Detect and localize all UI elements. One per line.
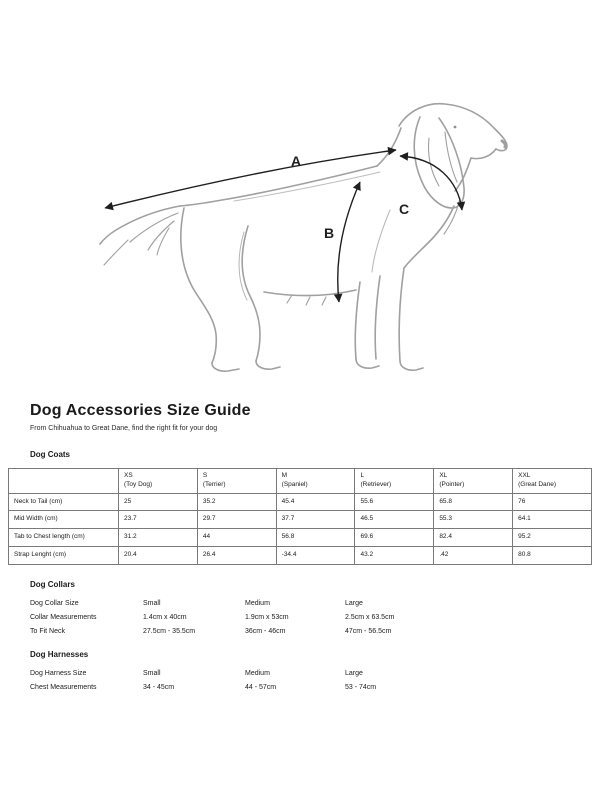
cell-value: Small [143, 669, 161, 677]
cell-value: 44 - 57cm [245, 683, 277, 691]
size-breed: (Great Dane) [518, 480, 557, 488]
cell-value: 55.3 [434, 511, 513, 529]
coats-size-table [8, 468, 592, 565]
cell-value: Medium [245, 669, 270, 677]
cell-value: Large [345, 669, 363, 677]
row-label: Dog Collar Size [30, 599, 79, 607]
cell-value: 25 [119, 493, 198, 511]
cell-value: 53 - 74cm [345, 683, 377, 691]
dog-measurement-diagram [8, 0, 592, 390]
row-label: Strap Lenght (cm) [9, 546, 119, 564]
row-label: To Fit Neck [30, 627, 66, 635]
cell-value: 34 - 45cm [143, 683, 175, 691]
cell-value: 35.2 [197, 493, 276, 511]
cell-value: Small [143, 599, 161, 607]
cell-value: 45.4 [276, 493, 355, 511]
cell-value: Large [345, 599, 363, 607]
harnesses-section-heading: Dog Harnesses [30, 649, 89, 659]
cell-value: 20.4 [119, 546, 198, 564]
cell-value: 2.5cm x 63.5cm [345, 613, 395, 621]
coats-header-row [9, 469, 592, 494]
cell-value: 95.2 [513, 529, 592, 547]
measurement-label-b: B [324, 225, 335, 241]
size-breed: (Pointer) [439, 480, 465, 488]
cell-value: 37.7 [276, 511, 355, 529]
cell-value: 29.7 [197, 511, 276, 529]
row-label: Mid Width (cm) [9, 511, 119, 529]
cell-value: 46.5 [355, 511, 434, 529]
row-label: Tab to Chest length (cm) [9, 529, 119, 547]
cell-value: 82.4 [434, 529, 513, 547]
coats-header-l [355, 469, 434, 494]
size-code: XS [124, 472, 133, 479]
coats-header-xxl [513, 469, 592, 494]
cell-value: 65.8 [434, 493, 513, 511]
size-breed: (Terrier) [202, 480, 226, 488]
row-label: Chest Measurements [30, 683, 97, 691]
table-row [30, 600, 592, 607]
page-subtitle: From Chihuahua to Great Dane, find the right fit for your dog [30, 425, 218, 432]
cell-value: 47cm - 56.5cm [345, 627, 392, 635]
cell-value: 36cm - 46cm [245, 627, 286, 635]
size-code: S [202, 472, 208, 479]
cell-value: .42 [434, 546, 513, 564]
cell-value: 64.1 [513, 511, 592, 529]
harnesses-table [30, 670, 592, 691]
cell-value: 76 [513, 493, 592, 511]
table-row [9, 546, 592, 564]
dog-line-art-illustration [8, 0, 592, 390]
table-row [30, 670, 592, 677]
collars-section-heading: Dog Collars [30, 579, 75, 589]
cell-value: 1.9cm x 53cm [245, 613, 289, 621]
coats-header-xl [434, 469, 513, 494]
page-title: Dog Accessories Size Guide [30, 402, 251, 419]
cell-value: 56.8 [276, 529, 355, 547]
cell-value: 26.4 [197, 546, 276, 564]
table-row [9, 529, 592, 547]
cell-value: 1.4cm x 40cm [143, 613, 187, 621]
cell-value: 80.8 [513, 546, 592, 564]
size-code: L [360, 472, 365, 479]
row-label: Dog Harness Size [30, 669, 87, 677]
row-label: Neck to Tail (cm) [9, 493, 119, 511]
cell-value: Medium [245, 599, 270, 607]
dog-sketch [100, 104, 507, 371]
cell-value: 23.7 [119, 511, 198, 529]
coats-section-heading: Dog Coats [30, 450, 70, 459]
table-row [9, 511, 592, 529]
cell-value: 43.2 [355, 546, 434, 564]
measurement-arrow-b [338, 182, 360, 302]
size-breed: (Spaniel) [281, 480, 308, 488]
coats-header-xs [119, 469, 198, 494]
coats-header-s [197, 469, 276, 494]
table-row [9, 493, 592, 511]
cell-value: 69.6 [355, 529, 434, 547]
collars-table [30, 600, 592, 635]
table-row [30, 628, 592, 635]
measurement-label-a: A [291, 153, 302, 169]
size-code: M [281, 472, 288, 479]
table-row [30, 684, 592, 691]
measurement-arrow-c [400, 156, 462, 210]
cell-value: 55.6 [355, 493, 434, 511]
cell-value: 44 [197, 529, 276, 547]
coats-header-empty [9, 469, 119, 494]
table-row [30, 614, 592, 621]
measurement-label-c: C [399, 201, 410, 217]
cell-value: 31.2 [119, 529, 198, 547]
size-breed: (Toy Dog) [124, 480, 153, 488]
coats-header-m [276, 469, 355, 494]
size-code: XL [439, 472, 448, 479]
size-breed: (Retriever) [360, 480, 392, 488]
size-code: XXL [518, 472, 531, 479]
cell-value: -34.4 [276, 546, 355, 564]
cell-value: 27.5cm - 35.5cm [143, 627, 196, 635]
row-label: Collar Measurements [30, 613, 97, 621]
